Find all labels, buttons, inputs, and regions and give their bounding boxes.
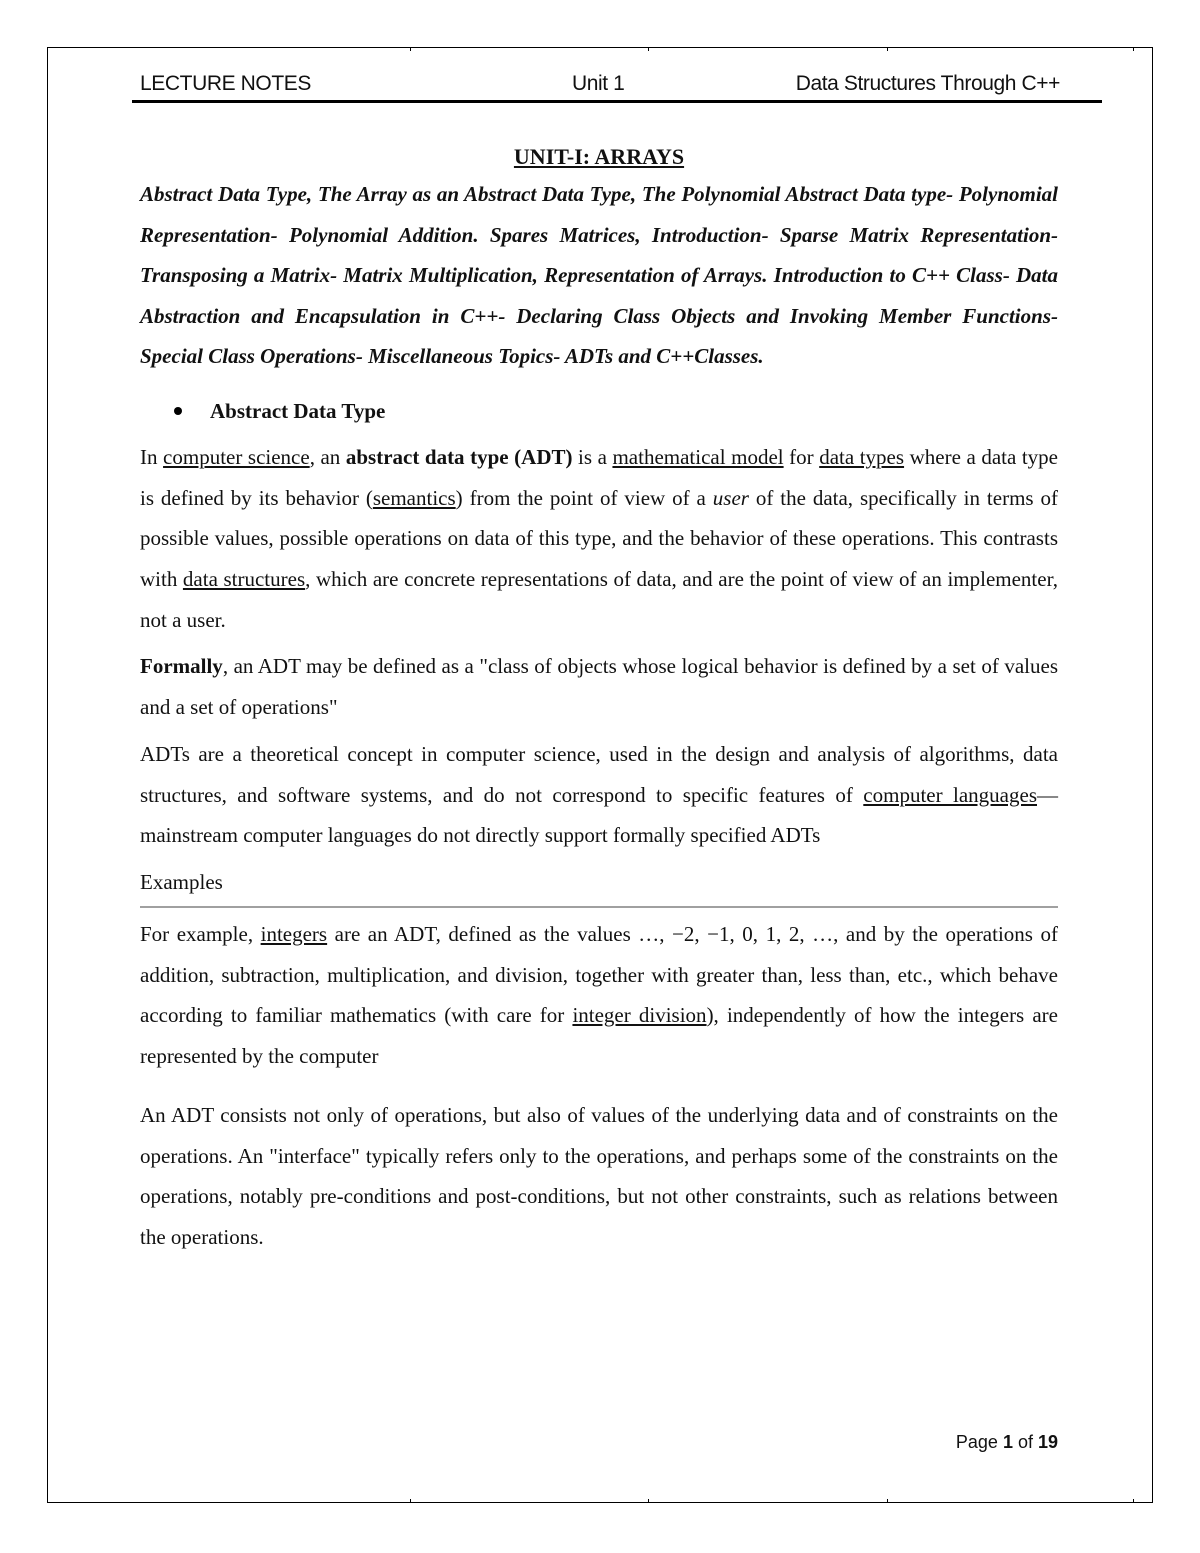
crop-mark <box>648 1499 649 1503</box>
header-rule <box>132 100 1102 103</box>
text: where a data type is defined by its behavior ( <box>140 444 1058 510</box>
crop-mark <box>1133 47 1134 51</box>
crop-mark <box>887 1499 888 1503</box>
link-computer-languages[interactable]: computer languages <box>863 782 1037 807</box>
term-abstract-data-type: abstract data type <box>345 444 509 469</box>
term-adt: (ADT) <box>514 444 573 469</box>
topics-summary: Abstract Data Type, The Array as an Abstract Data Type, The Polynomial Abstract Data type- Polynomial Representation- Polynomial Addition. Spares Matrices, Introduction- Sparse Matrix Representation- Transposing a Matrix- Matrix Multiplication, Representation of Arrays. Introduction to C++ Class- Data Abstraction and Encapsulation in C++- Declaring Class Objects and Invoking Member Functions- Special Class Operations- Miscellaneous Topics- ADTs and C++Classes. <box>140 182 1058 369</box>
unit-title: UNIT-I: ARRAYS <box>513 144 685 169</box>
link-integers[interactable]: integers <box>260 922 328 946</box>
page-current: 1 <box>1002 1432 1013 1452</box>
paragraph-adt-constraints: An ADT consists not only of operations, but also of values of the underlying data and of constraints on the operations. An "interface" typically refers only to the operations, and perhaps some of the constraints on the operations, notably pre-conditions and post-conditions, but not other constraints, such as relations between the operations. <box>140 1102 1058 1249</box>
crop-mark <box>648 47 649 51</box>
page-of: of <box>1012 1432 1038 1452</box>
text: ), independently of how the integers are represented by the computer <box>140 1003 1058 1069</box>
text: are an ADT, defined as the values …, −2, −1, 0, 1, 2, …, and by the operations of addition, subtraction, multiplication, and division, together with greater than, less than, etc., which behave according to familiar mathematics (with care for <box>140 922 1058 1028</box>
text: , an ADT may be defined as a "class of objects whose logical behavior is defined by a set of values and a set of operations" <box>140 654 1058 720</box>
text: ) from the point of view of a <box>455 485 713 510</box>
term-user: user <box>712 485 749 510</box>
paragraph-adt-definition <box>140 437 1058 641</box>
link-data-types[interactable]: data types <box>819 444 905 469</box>
text: , which are concrete representations of data, and are the point of view of an implementer, not a user. <box>140 567 1058 632</box>
crop-mark <box>410 1499 411 1503</box>
paragraph-integers-example <box>140 914 1058 1077</box>
header-right: Data Structures Through C++ <box>795 72 1060 95</box>
examples-heading: Examples <box>140 870 223 894</box>
page-header <box>140 70 1102 102</box>
link-mathematical-model[interactable]: mathematical model <box>612 444 784 469</box>
text: For example, <box>140 922 261 946</box>
examples-rule <box>140 906 1058 908</box>
paragraph-formally <box>140 646 1058 727</box>
header-left: LECTURE NOTES <box>140 72 311 95</box>
paragraph-theoretical-concept <box>140 734 1058 856</box>
term-formally: Formally <box>140 654 223 679</box>
bullet-icon <box>174 407 182 415</box>
page-content <box>140 142 1058 1264</box>
text: ADTs are a theoretical concept in computer science, used in the design and analysis of algorithms, data structures, and software systems, and do not correspond to specific features of <box>140 741 1058 807</box>
text: In <box>140 444 164 469</box>
link-semantics[interactable]: semantics <box>372 485 456 510</box>
text: —mainstream computer languages do not directly support formally specified ADTs <box>140 782 1058 848</box>
link-data-structures[interactable]: data structures <box>182 567 306 592</box>
link-integer-division[interactable]: integer division <box>572 1003 707 1028</box>
text: for <box>783 444 820 469</box>
page-total: 19 <box>1037 1432 1058 1452</box>
page-number <box>956 1432 1058 1453</box>
header-center: Unit 1 <box>572 72 625 95</box>
section-heading <box>140 391 1058 431</box>
text: is a <box>572 444 613 469</box>
text: of the data, specifically in terms of possible values, possible operations on data of this type, and the behavior of these operations. This contrasts with <box>140 485 1058 592</box>
section-heading-text: Abstract Data Type <box>210 398 386 423</box>
link-computer-science[interactable]: computer science <box>163 444 310 469</box>
crop-mark <box>1133 1499 1134 1503</box>
crop-mark <box>887 47 888 51</box>
text: , an <box>309 444 346 469</box>
page-label: Page <box>955 1432 1003 1452</box>
crop-mark <box>410 47 411 51</box>
